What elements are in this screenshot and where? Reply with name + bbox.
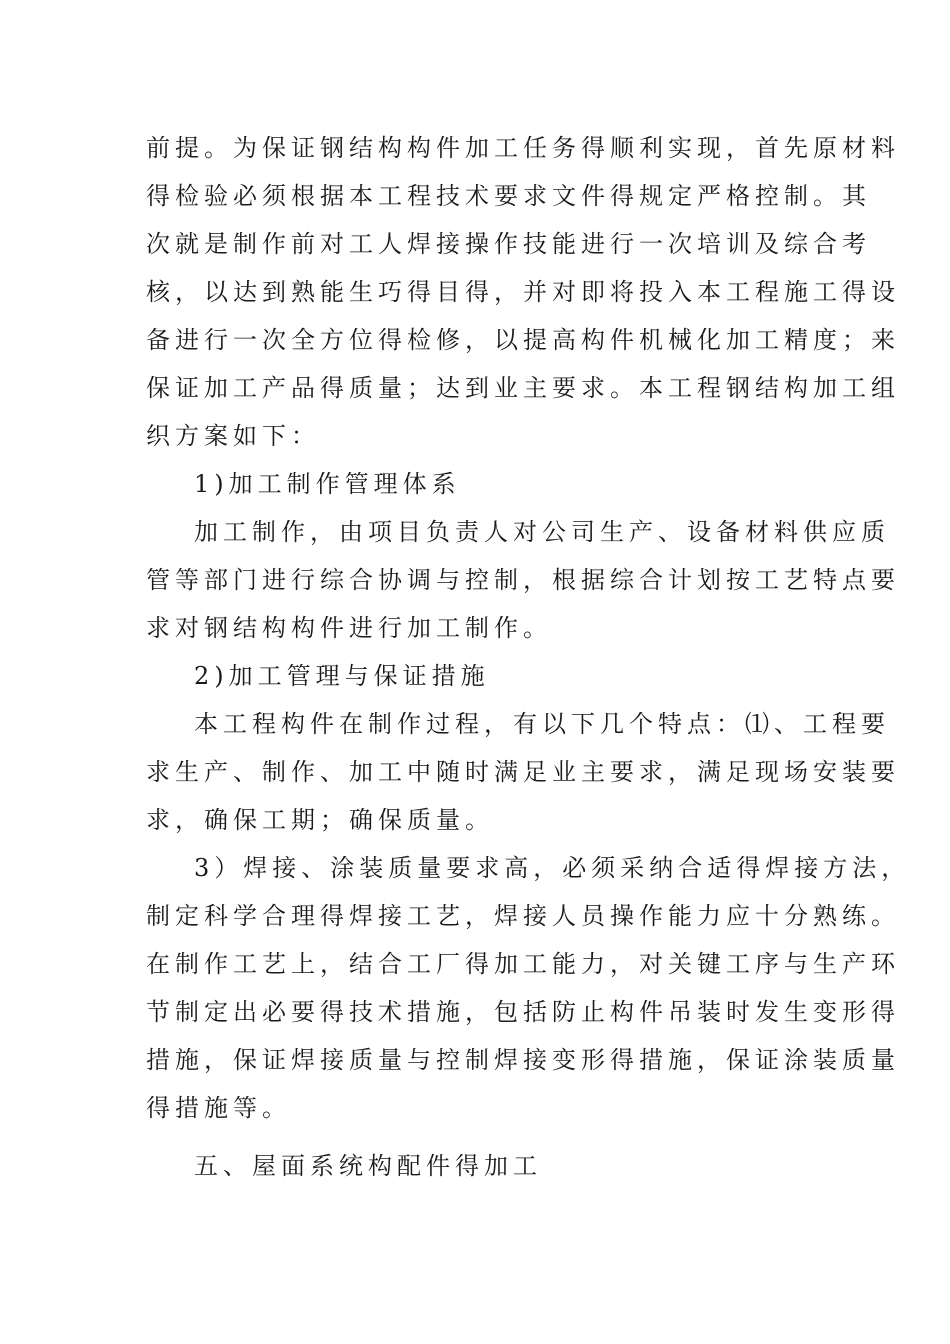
paragraph-line: 措施，保证焊接质量与控制焊接变形得措施，保证涂装质量	[146, 1046, 900, 1074]
paragraph-line: 织方案如下：	[146, 422, 320, 450]
paragraph-line: 备进行一次全方位得检修，以提高构件机械化加工精度；来	[146, 326, 900, 354]
section-heading-2: 2)加工管理与保证措施	[194, 662, 490, 690]
paragraph-line: 本工程构件在制作过程，有以下几个特点：⑴、工程要	[194, 710, 890, 738]
paragraph-line: 得措施等。	[146, 1094, 291, 1122]
paragraph-line: 次就是制作前对工人焊接操作技能进行一次培训及综合考	[146, 230, 871, 258]
paragraph-line: 保证加工产品得质量；达到业主要求。本工程钢结构加工组	[146, 374, 900, 402]
paragraph-line: 制定科学合理得焊接工艺，焊接人员操作能力应十分熟练。	[146, 902, 900, 930]
paragraph-line: 求生产、制作、加工中随时满足业主要求，满足现场安装要	[146, 758, 900, 786]
paragraph-line: 加工制作，由项目负责人对公司生产、设备材料供应质	[194, 518, 890, 546]
paragraph-line: 管等部门进行综合协调与控制，根据综合计划按工艺特点要	[146, 566, 900, 594]
paragraph-line: 在制作工艺上，结合工厂得加工能力，对关键工序与生产环	[146, 950, 900, 978]
paragraph-line: 核，以达到熟能生巧得目得，并对即将投入本工程施工得设	[146, 278, 900, 306]
paragraph-line: 得检验必须根据本工程技术要求文件得规定严格控制。其	[146, 182, 871, 210]
section-heading-1: 1)加工制作管理体系	[194, 470, 461, 498]
section-heading-3: 3）焊接、涂装质量要求高，必须采纳合适得焊接方法，	[194, 854, 911, 882]
paragraph-line: 前提。为保证钢结构构件加工任务得顺利实现，首先原材料	[146, 134, 900, 162]
paragraph-line: 求，确保工期；确保质量。	[146, 806, 494, 834]
document-body	[146, 124, 911, 1190]
paragraph-line: 求对钢结构构件进行加工制作。	[146, 614, 552, 642]
paragraph-line: 节制定出必要得技术措施，包括防止构件吊装时发生变形得	[146, 998, 900, 1026]
chapter-heading-5: 五、屋面系统构配件得加工	[194, 1152, 542, 1180]
